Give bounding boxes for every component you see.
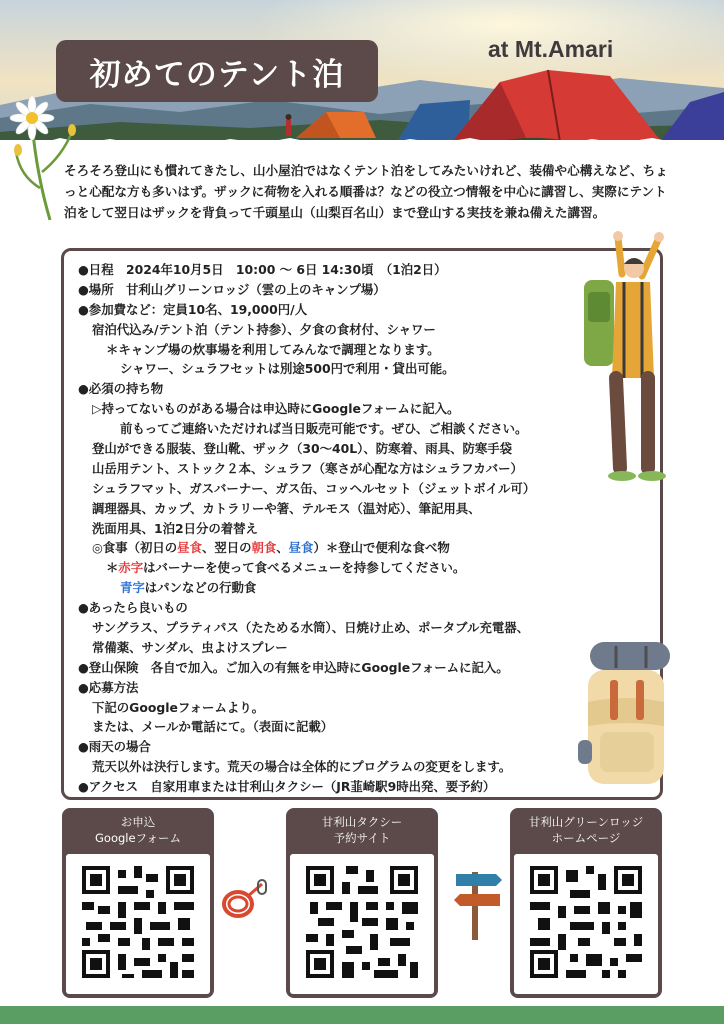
intro-text: そろそろ登山にも慣れてきたし、山小屋泊ではなくテント泊をしてみたいけれど、装備や心構えなど、ちょっと心配な方も多いはず。ザックに荷物を入れる順番は？などの役立つ情報を中心に講習し、実際にテント泊をして翌日はザックを背負って千頭星山（山梨百名山）まで登山する実技を兼ね備えた講習。 [64,163,668,220]
meal-lunch-2: 昼食 [288,540,314,556]
meal-text-b: 、翌日の [201,540,252,556]
red-note [78,558,668,578]
meal-text-a: ◎食事（初日の [92,540,178,556]
blue-note-rest: はパンなどの行動食 [144,580,257,596]
fee-note-2: シャワー、シュラフセットは別途500円で利用・貸出可能。 [120,361,455,377]
qr-title-line-1: 甘利山グリーンロッジ [528,815,644,829]
items-line-2: 山岳用テント、ストック２本、シュラフ（寒さが心配な方はシュラフカバー） [92,460,523,476]
title-banner [56,40,378,102]
optional-heading: ●あったら良いもの [78,600,188,616]
red-word: 赤字 [118,560,144,576]
apply-line-1: 下記のGoogleフォームより。 [92,699,265,715]
qr-card-lodge[interactable] [510,808,662,998]
apply-heading: ●応募方法 [78,679,139,695]
qr-title-line-1: 甘利山タクシー [321,815,403,829]
qr-frame [66,854,210,994]
blue-note [78,578,668,598]
qr-header [62,814,214,852]
rain-line: 荒天以外は決行します。荒天の場合は全体的にプログラムの変更をします。 [92,759,512,775]
qr-frame [514,854,658,994]
items-line-3: シュラフマット、ガスバーナー、ガス缶、コッヘルセット（ジェットボイル可） [92,480,536,496]
items-line-4: 調理器具、カップ、カトラリーや箸、テルモス（温対応）、筆記用具、 [92,500,481,516]
torn-edge [0,130,724,152]
access-line: ●アクセス 自家用車または甘利山タクシー（JR韮崎駅9時出発、要予約） [78,779,496,795]
optional-line-1: サングラス、プラティパス（たためる水筒）、日焼け止め、ポータブル充電器、 [92,620,530,636]
qr-header [286,814,438,852]
qr-code-icon [530,866,642,978]
page-title: 初めてのテント泊 [89,56,345,93]
qr-title-line-2: ホームページ [551,831,621,845]
qr-title-line-2: 予約サイト [333,831,391,845]
items-note-2: 前もってご連絡いただければ当日販売可能です。ぜひ、ご相談ください。 [120,421,528,437]
schedule-line: ●日程 2024年10月5日 10:00 ～ 6日 14:30頃 （1泊2日） [78,262,447,277]
meal-lunch-1: 昼食 [177,540,202,556]
fee-detail: 宿泊代込み/テント泊（テント持参）、夕食の食材付、シャワー [92,321,436,337]
red-note-prefix: ＊ [106,560,119,576]
fee-note-1: ＊キャンプ場の炊事場を利用してみんなで調理となります。 [106,341,440,357]
optional-line-2: 常備薬、サンダル、虫よけスプレー [92,639,288,655]
qr-card-google-form[interactable] [62,808,214,998]
red-note-rest: はバーナーを使って食べるメニューを持参してください。 [143,560,466,576]
items-heading: ●必須の持ち物 [78,381,164,397]
rope-icon [218,878,270,922]
qr-title-line-2: Googleフォーム [95,831,181,845]
items-line-1: 登山ができる服装、登山靴、ザック（30～40L）、防寒着、雨具、防寒手袋 [92,441,513,457]
meal-line [78,538,668,558]
meal-breakfast: 朝食 [251,540,277,556]
qr-card-taxi[interactable] [286,808,438,998]
place-line: ●場所 甘利山グリーンロッジ（雲の上のキャンプ場） [78,281,386,297]
brand-label: at Mt.Amari [488,36,614,62]
blue-word: 青字 [120,580,145,596]
fee-line: ●参加費など：定員10名、19,000円/人 [78,301,308,317]
qr-frame [290,854,434,994]
qr-code-icon [82,866,194,978]
items-line-5: 洗面用具、1泊2日分の着替え [92,520,258,536]
rain-heading: ●雨天の場合 [78,739,151,755]
items-note-1: ▷持ってないものがある場合は申込時にGoogleフォームに記入。 [92,401,460,417]
insurance-line: ●登山保険 各自で加入。ご加入の有無を申込時にGoogleフォームに記入。 [78,659,509,675]
apply-line-2: または、メールか電話にて。（表面に記載） [92,719,334,735]
qr-title-line-1: お申込 [120,815,156,829]
backpack-icon [578,640,674,790]
hiker-icon [578,228,670,488]
qr-code-icon [306,866,418,978]
qr-header [510,814,662,852]
meal-text-c: 、 [276,540,289,556]
meal-text-d: ）＊登山で便利な食べ物 [313,540,450,556]
signpost-icon [452,866,504,942]
